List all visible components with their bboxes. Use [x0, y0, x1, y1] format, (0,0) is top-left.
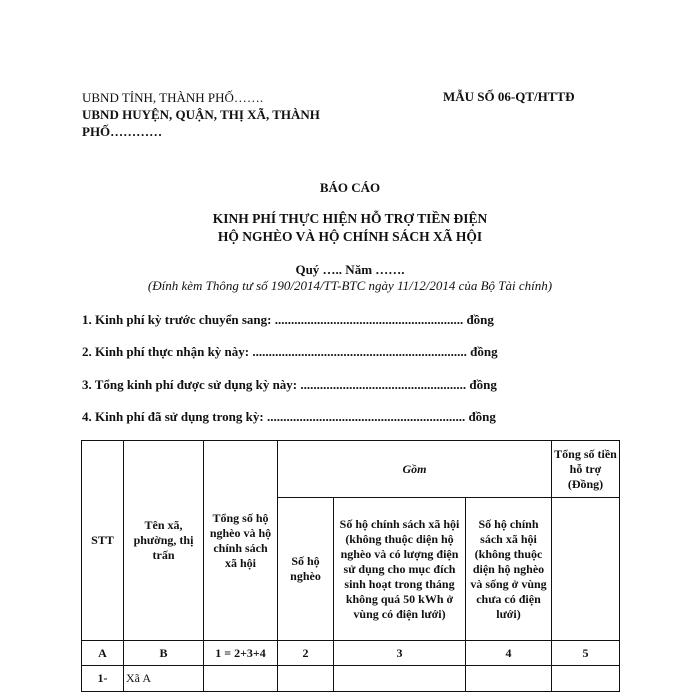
- form-code: MẪU SỐ 06-QT/HTTĐ: [443, 89, 575, 104]
- report-period: Quý ….. Năm …….: [295, 262, 405, 277]
- row-cell: [466, 666, 552, 692]
- row-cell: [278, 666, 334, 692]
- attachment-note: (Đính kèm Thông tư số 190/2014/TT-BTC ngày 11/12/2014 của Bộ Tài chính): [147, 278, 553, 293]
- row-commune-name: Xã A: [124, 666, 204, 692]
- column-code-row: [82, 641, 620, 666]
- row-cell: [334, 666, 466, 692]
- table-row: [82, 666, 620, 692]
- code-cell: B: [124, 641, 204, 666]
- funds-available: 3. Tổng kinh phí được sử dụng kỳ này: ................................................... đồng: [82, 377, 497, 392]
- funds-used: 4. Kinh phí đã sử dụng trong kỳ: ............................................................. đồng: [82, 409, 496, 424]
- code-cell: 3: [334, 641, 466, 666]
- report-title-line2: HỘ NGHÈO VÀ HỘ CHÍNH SÁCH XÃ HỘI: [217, 229, 483, 244]
- code-cell: 5: [552, 641, 620, 666]
- issuing-authority: [82, 89, 372, 140]
- header-policy-households-offgrid: Số hộ chính sách xã hội (không thuộc diện hộ nghèo và sống ở vùng chưa có điện lưới): [466, 498, 552, 641]
- province-authority: UBND TỈNH, THÀNH PHỐ…….: [82, 90, 264, 105]
- funds-carried-over: 1. Kinh phí kỳ trước chuyển sang: .......................................................... đồng: [82, 312, 494, 327]
- header-total-households: Tổng số hộ nghèo và hộ chính sách xã hội: [204, 441, 278, 641]
- header-amount-blank: [552, 498, 620, 641]
- report-heading: BÁO CÁO: [319, 180, 381, 195]
- code-cell: 2: [278, 641, 334, 666]
- header-commune-name: Tên xã, phường, thị trấn: [124, 441, 204, 641]
- code-cell: A: [82, 641, 124, 666]
- header-stt: STT: [82, 441, 124, 641]
- funds-received: 2. Kinh phí thực nhận kỳ này: .................................................................. đồng: [82, 344, 498, 359]
- row-cell: [552, 666, 620, 692]
- code-cell: 1 = 2+3+4: [204, 641, 278, 666]
- header-poor-households: Số hộ nghèo: [278, 498, 334, 641]
- header-breakdown-group: Gồm: [278, 441, 552, 498]
- district-authority: UBND HUYỆN, QUẬN, THỊ XÃ, THÀNH PHỐ…………: [82, 107, 320, 139]
- report-title-line1: KINH PHÍ THỰC HIỆN HỖ TRỢ TIỀN ĐIỆN: [212, 211, 488, 226]
- header-policy-households-grid: Số hộ chính sách xã hội (không thuộc diện hộ nghèo và có lượng điện sử dụng cho mục đích sinh hoạt trong tháng không quá 50 kWh ở vùng có điện lưới): [334, 498, 466, 641]
- households-table: [81, 440, 620, 692]
- code-cell: 4: [466, 641, 552, 666]
- header-total-amount: Tổng số tiền hỗ trợ (Đồng): [552, 441, 620, 498]
- row-stt: 1-: [82, 666, 124, 692]
- row-cell: [204, 666, 278, 692]
